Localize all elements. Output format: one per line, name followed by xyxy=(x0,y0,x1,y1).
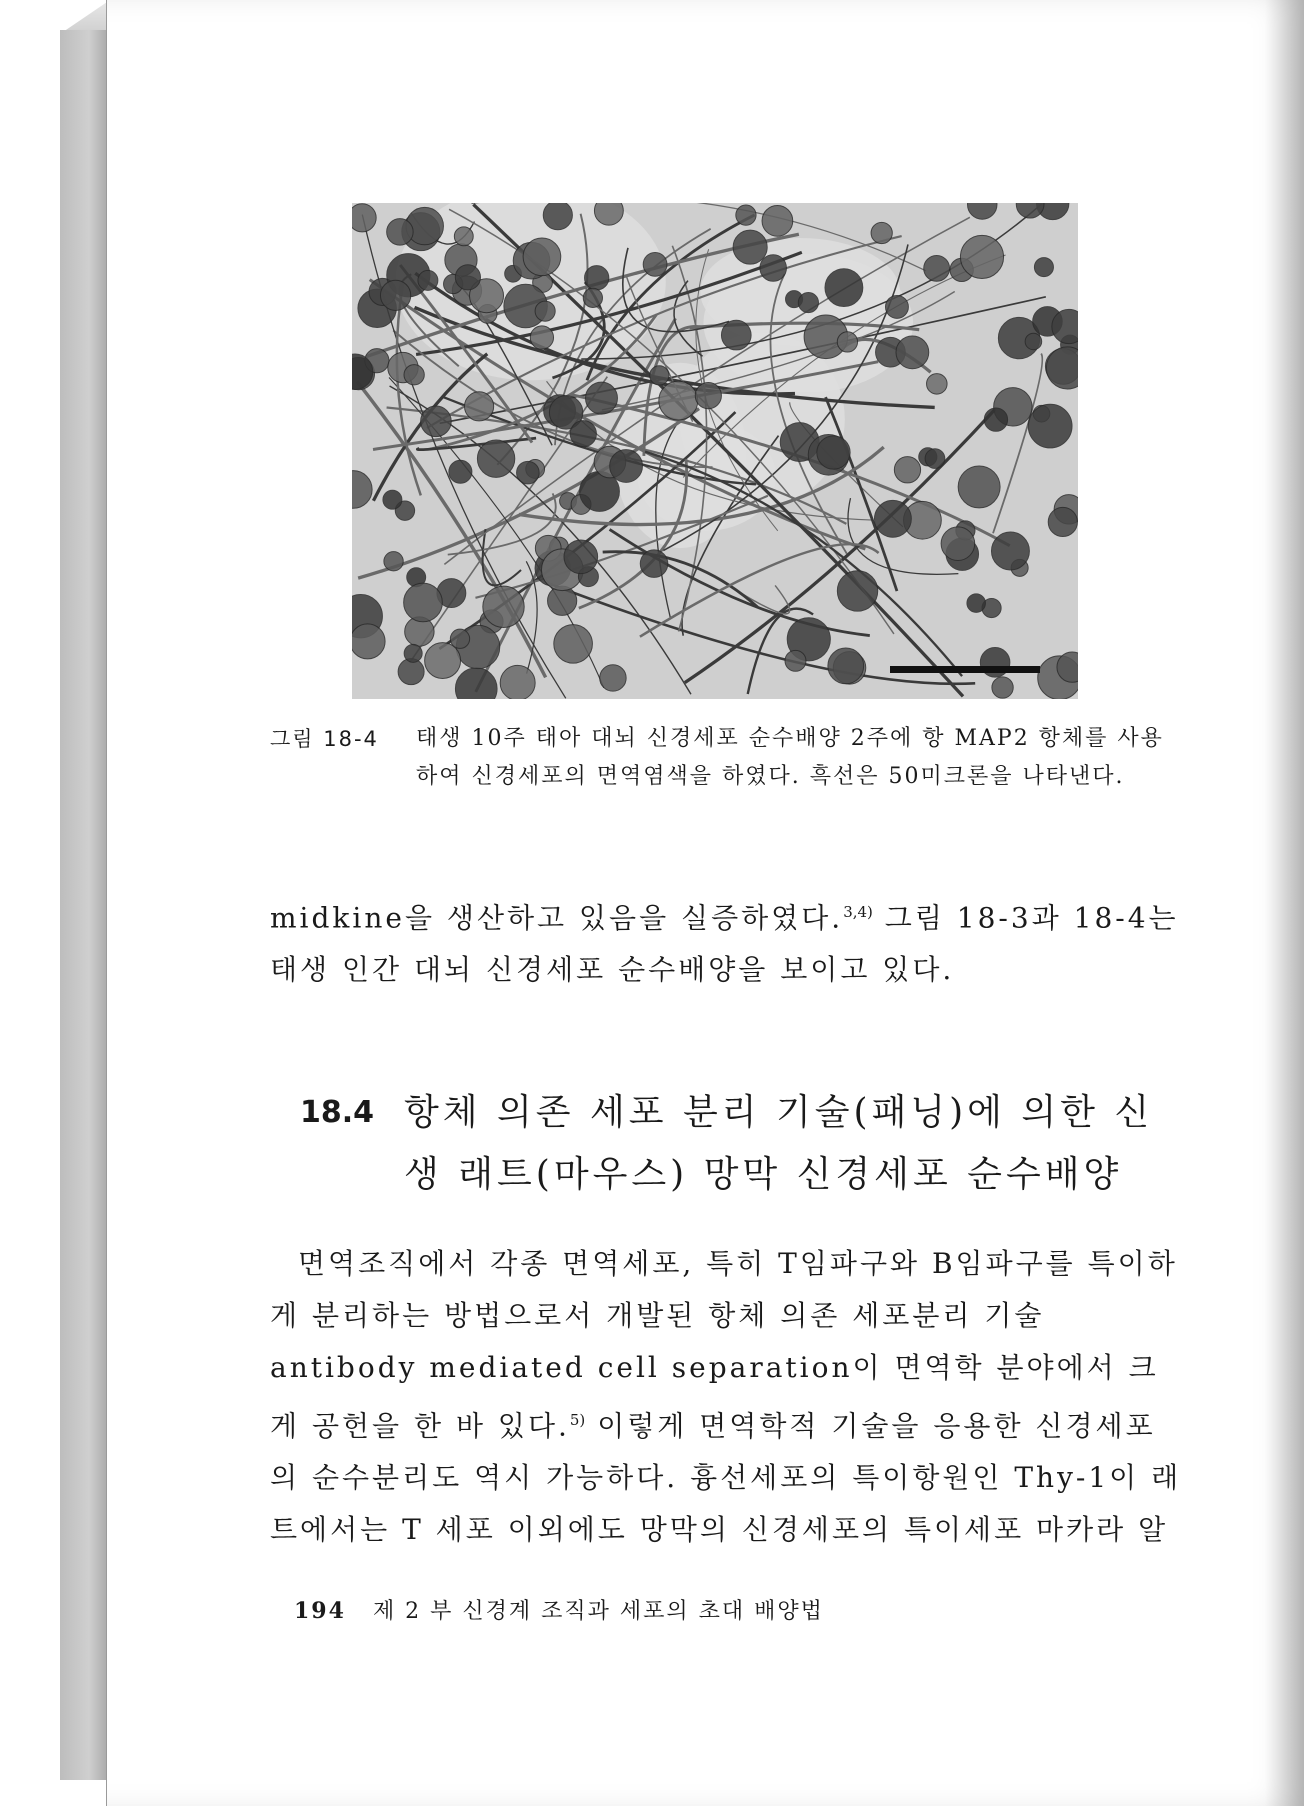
running-title: 제 2 부 신경계 조직과 세포의 초대 배양법 xyxy=(372,1599,824,1624)
section-number: 18.4 xyxy=(300,1095,375,1130)
micrograph-figure xyxy=(352,203,1078,699)
page-footer xyxy=(294,1594,824,1625)
paragraph-1 xyxy=(270,886,1182,996)
page-number: 194 xyxy=(294,1598,346,1624)
paragraph-1-text-after: 그림 18-3과 18-4는 태생 인간 대뇌 신경세포 순수배양을 보이고 있다. xyxy=(270,901,1179,987)
page-edge-shade xyxy=(1265,0,1304,1806)
book-spine-top xyxy=(60,0,110,34)
book-spine xyxy=(60,30,108,1780)
paragraph-1-reference: 3,4) xyxy=(843,903,873,921)
figure-caption-text: 태생 10주 태아 대뇌 신경세포 순수배양 2주에 항 MAP2 항체를 사용하여 신경세포의 면역염색을 하였다. 흑선은 50미크론을 나타낸다. xyxy=(416,726,1164,789)
section-title: 항체 의존 세포 분리 기술(패닝)에 의한 신생 래트(마우스) 망막 신경세포 순수배양 xyxy=(404,1092,1154,1195)
scale-bar xyxy=(890,666,1040,673)
paragraph-2 xyxy=(270,1238,1182,1556)
paragraph-2-reference: 5) xyxy=(569,1411,586,1429)
paragraph-1-text: midkine을 생산하고 있음을 실증하였다. xyxy=(270,901,844,935)
paragraph-2-text-after: 이렇게 면역학적 기술을 응용한 신경세포의 순수분리도 역시 가능하다. 흉선세포의 특이항원인 Thy-1이 래트에서는 T 세포 이외에도 망막의 신경세포의 특이세포 마카라 알 xyxy=(270,1409,1182,1547)
figure-label: 그림 18-4 xyxy=(270,727,379,751)
micrograph-image xyxy=(352,203,1078,699)
paragraph-2-text: 면역조직에서 각종 면역세포, 특히 T임파구와 B임파구를 특이하게 분리하는 방법으로서 개발된 항체 의존 세포분리 기술 antibody mediated cell separation이 면역학 분야에서 크게 공헌을 한 바 있다. xyxy=(270,1247,1178,1443)
